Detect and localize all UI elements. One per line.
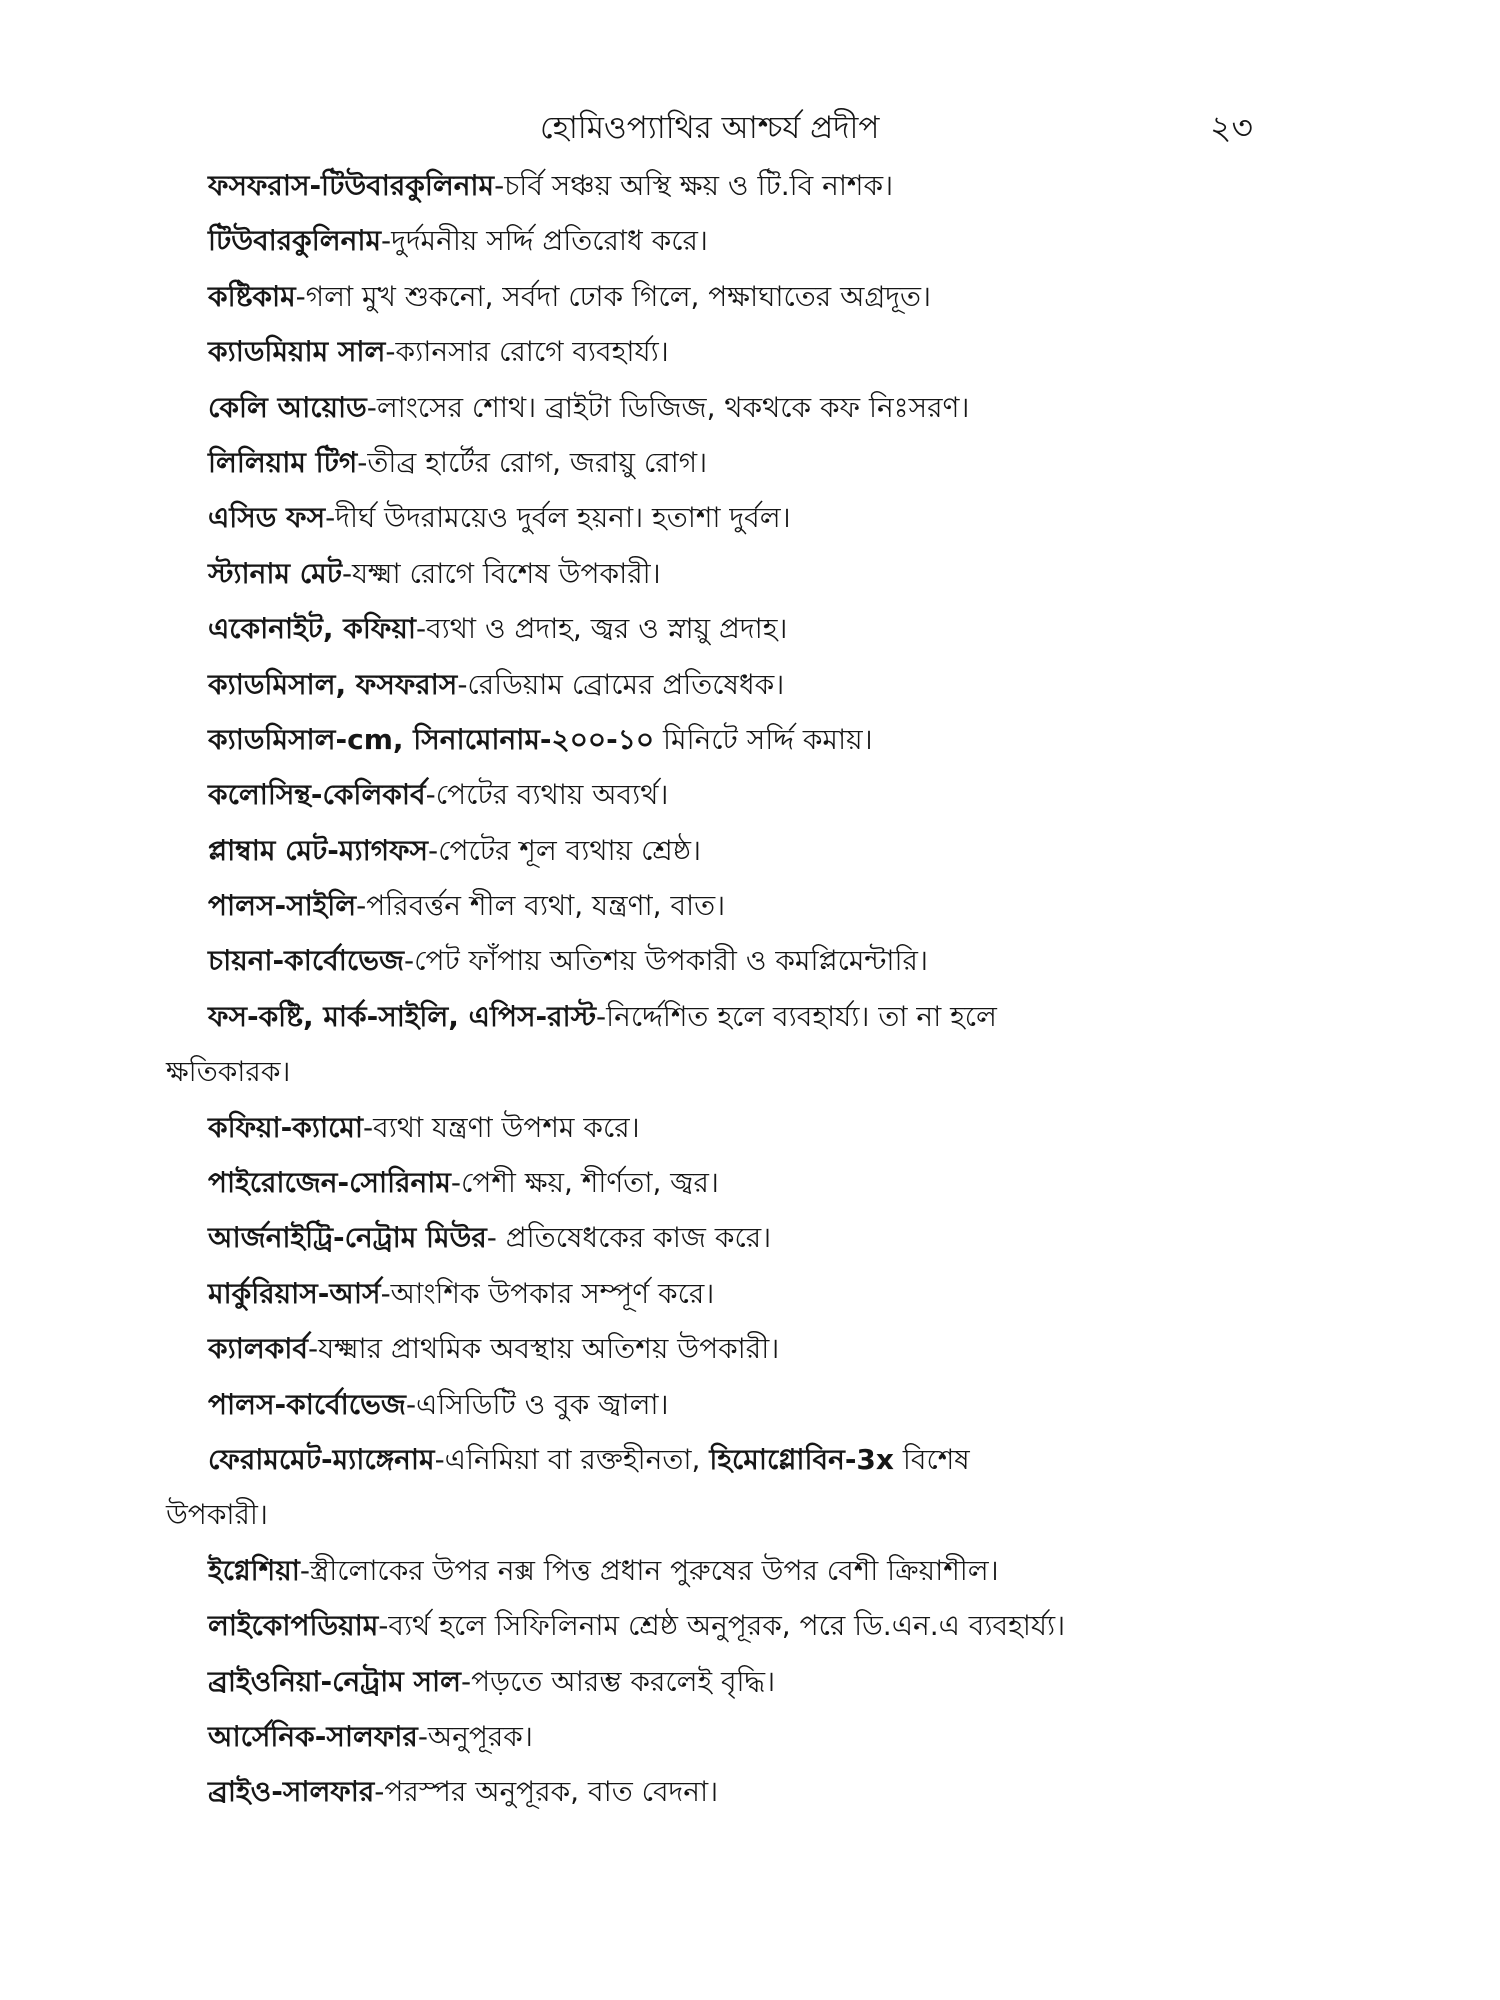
remedy-note: -দুর্দমনীয় সর্দ্দি প্রতিরোধ করে। (381, 224, 708, 258)
remedy-note: -ক্যানসার রোগে ব্যবহার্য্য। (385, 335, 669, 369)
remedy-note-secondary: বিশেষ (893, 1443, 970, 1476)
list-item (208, 1377, 1298, 1432)
remedy-note: -পড়তে আরম্ভ করলেই বৃদ্ধি। (461, 1664, 776, 1698)
list-item (208, 269, 1298, 324)
list-item (208, 823, 1298, 878)
list-item (208, 712, 1298, 767)
remedy-note: -ব্যথা ও প্রদাহ, জ্বর ও স্নায়ু প্রদাহ। (415, 612, 788, 646)
remedy-name: কষ্টিকাম (208, 279, 296, 313)
list-item (166, 1432, 1298, 1543)
list-item (208, 933, 1298, 988)
list-item (208, 1764, 1298, 1819)
remedy-note: -পেটের শূল ব্যথায় শ্রেষ্ঠ। (428, 833, 701, 867)
list-item (208, 1543, 1298, 1598)
remedy-note: -পেট ফাঁপায় অতিশয় উপকারী ও কমপ্লিমেন্টারি। (404, 944, 928, 978)
remedy-note: -যক্ষ্মা রোগে বিশেষ উপকারী। (341, 556, 661, 590)
list-item (208, 767, 1298, 822)
page-number: ২৩ (1210, 108, 1253, 147)
remedy-name: ইগ্নেশিয়া (208, 1553, 300, 1587)
remedy-name: লাইকোপডিয়াম (208, 1609, 379, 1643)
list-item (208, 878, 1298, 933)
list-item (208, 324, 1298, 379)
remedy-note: -রেডিয়াম ব্রোমের প্রতিষেধক। (457, 667, 785, 701)
remedy-name: লিলিয়াম টিগ (208, 445, 358, 479)
list-item (208, 1266, 1298, 1321)
remedy-name: কফিয়া-ক্যামো (208, 1110, 364, 1144)
entry-continuation: ক্ষতিকারক। (166, 1055, 291, 1089)
remedy-name: পালস-সাইলি (208, 889, 357, 923)
remedy-note: -স্ত্রীলোকের উপর নক্স পিত্ত প্রধান পুরুষের উপর বেশী ক্রিয়াশীল। (299, 1553, 999, 1587)
list-item (208, 158, 1298, 213)
list-item (208, 657, 1298, 712)
list-item (208, 1100, 1298, 1155)
remedy-name: ব্রাইওনিয়া-নেট্রাম সাল (208, 1664, 462, 1698)
remedy-note: মিনিটে সর্দ্দি কমায়। (654, 722, 873, 756)
remedy-name: ব্রাইও-সালফার (208, 1775, 375, 1809)
remedy-name: ফেরামমেট-ম্যাঙ্গেনাম (208, 1443, 435, 1476)
list-item (208, 1709, 1298, 1764)
remedy-note: -এসিডিটি ও বুক জ্বালা। (405, 1387, 669, 1421)
remedy-note: -গলা মুখ শুকনো, সর্বদা ঢোক গিলে, পক্ষাঘাতের অগ্রদূত। (295, 279, 932, 313)
remedy-note: -এনিমিয়া বা রক্তহীনতা, (434, 1443, 710, 1476)
remedy-name: আর্জনাইট্রি-নেট্রাম মিউর (208, 1221, 487, 1255)
remedy-name: পালস-কার্বোভেজ (208, 1387, 406, 1421)
remedy-name: একোনাইট, কফিয়া (208, 612, 416, 646)
remedy-note: -তীব্র হার্টের রোগ, জরায়ু রোগ। (357, 445, 708, 479)
list-item (208, 1321, 1298, 1376)
list-item (208, 435, 1298, 490)
remedy-name: মার্কুরিয়াস-আর্স (208, 1276, 381, 1310)
remedy-note: - প্রতিষেধকের কাজ করে। (486, 1221, 772, 1255)
list-item (208, 490, 1298, 545)
remedy-note: -লাংসের শোথ। ব্রাইটা ডিজিজ, থকথকে কফ নিঃসরণ। (366, 390, 970, 424)
entry-first-line (208, 1432, 1298, 1487)
remedy-note: -অনুপূরক। (417, 1719, 533, 1753)
remedy-name-secondary: হিমোগ্লোবিন-3x (709, 1443, 894, 1476)
remedy-name: ক্যাডমিয়াম সাল (208, 335, 386, 369)
running-title: হোমিওপ্যাথির আশ্চর্য প্রদীপ (540, 110, 880, 146)
remedy-note: -যক্ষ্মার প্রাথমিক অবস্থায় অতিশয় উপকারী। (307, 1332, 780, 1366)
entry-continuation: উপকারী। (166, 1498, 268, 1532)
list-item (166, 989, 1298, 1100)
remedy-name: টিউবারকুলিনাম (208, 224, 382, 258)
list-item (208, 380, 1298, 435)
list-item (208, 1598, 1298, 1653)
remedy-note: -নির্দ্দেশিত হলে ব্যবহার্য্য। তা না হলে (596, 999, 997, 1033)
list-item (208, 1155, 1298, 1210)
remedy-note: -দীর্ঘ উদরাময়েও দুর্বল হয়না। হতাশা দুর্বল। (325, 501, 791, 535)
remedy-name: ফস-কষ্টি, মার্ক-সাইলি, এপিস-রাস্ট (208, 999, 597, 1033)
list-item (208, 601, 1298, 656)
remedy-note: -পেশী ক্ষয়, শীর্ণতা, জ্বর। (450, 1166, 719, 1200)
remedy-note: -চর্বি সঞ্চয় অস্থি ক্ষয় ও টি.বি নাশক। (494, 169, 894, 202)
remedy-name: এসিড ফস (208, 501, 326, 535)
remedy-note: -পরস্পর অনুপূরক, বাত বেদনা। (374, 1775, 719, 1809)
remedy-name: ক্যালকার্ব (208, 1332, 308, 1366)
remedy-name: চায়না-কার্বোভেজ (208, 944, 405, 978)
remedy-note: -ব্যথা যন্ত্রণা উপশম করে। (363, 1110, 640, 1144)
remedy-note: -পেটের ব্যথায় অব্যর্থ। (425, 778, 669, 812)
remedy-name: ফসফরাস-টিউবারকুলিনাম (208, 169, 495, 202)
list-item (208, 213, 1298, 268)
remedy-note: -ব্যর্থ হলে সিফিলিনাম শ্রেষ্ঠ অনুপূরক, পরে ডি.এন.এ ব্যবহার্য্য। (378, 1609, 1066, 1643)
remedy-name: কেলি আয়োড (208, 390, 367, 424)
list-item (208, 1654, 1298, 1709)
list-item (208, 546, 1298, 601)
remedy-note: -আংশিক উপকার সম্পূর্ণ করে। (380, 1276, 715, 1310)
remedy-list (166, 158, 1298, 1820)
remedy-name: কলোসিন্থ-কেলিকার্ব (208, 778, 426, 812)
list-item (208, 1210, 1298, 1265)
remedy-name: প্লাম্বাম মেট-ম্যাগফস (208, 833, 429, 867)
page-header (0, 104, 1500, 154)
entry-first-line (208, 989, 1298, 1044)
remedy-note: -পরিবর্ত্তন শীল ব্যথা, যন্ত্রণা, বাত। (356, 889, 726, 923)
remedy-name: ক্যাডমিসাল, ফসফরাস (208, 667, 458, 701)
remedy-name: স্ট্যানাম মেট (208, 556, 342, 590)
remedy-name: ক্যাডমিসাল-cm, সিনামোনাম-২০০-১০ (208, 722, 655, 756)
remedy-name: আর্সেনিক-সালফার (208, 1719, 418, 1753)
remedy-name: পাইরোজেন-সোরিনাম (208, 1166, 451, 1200)
